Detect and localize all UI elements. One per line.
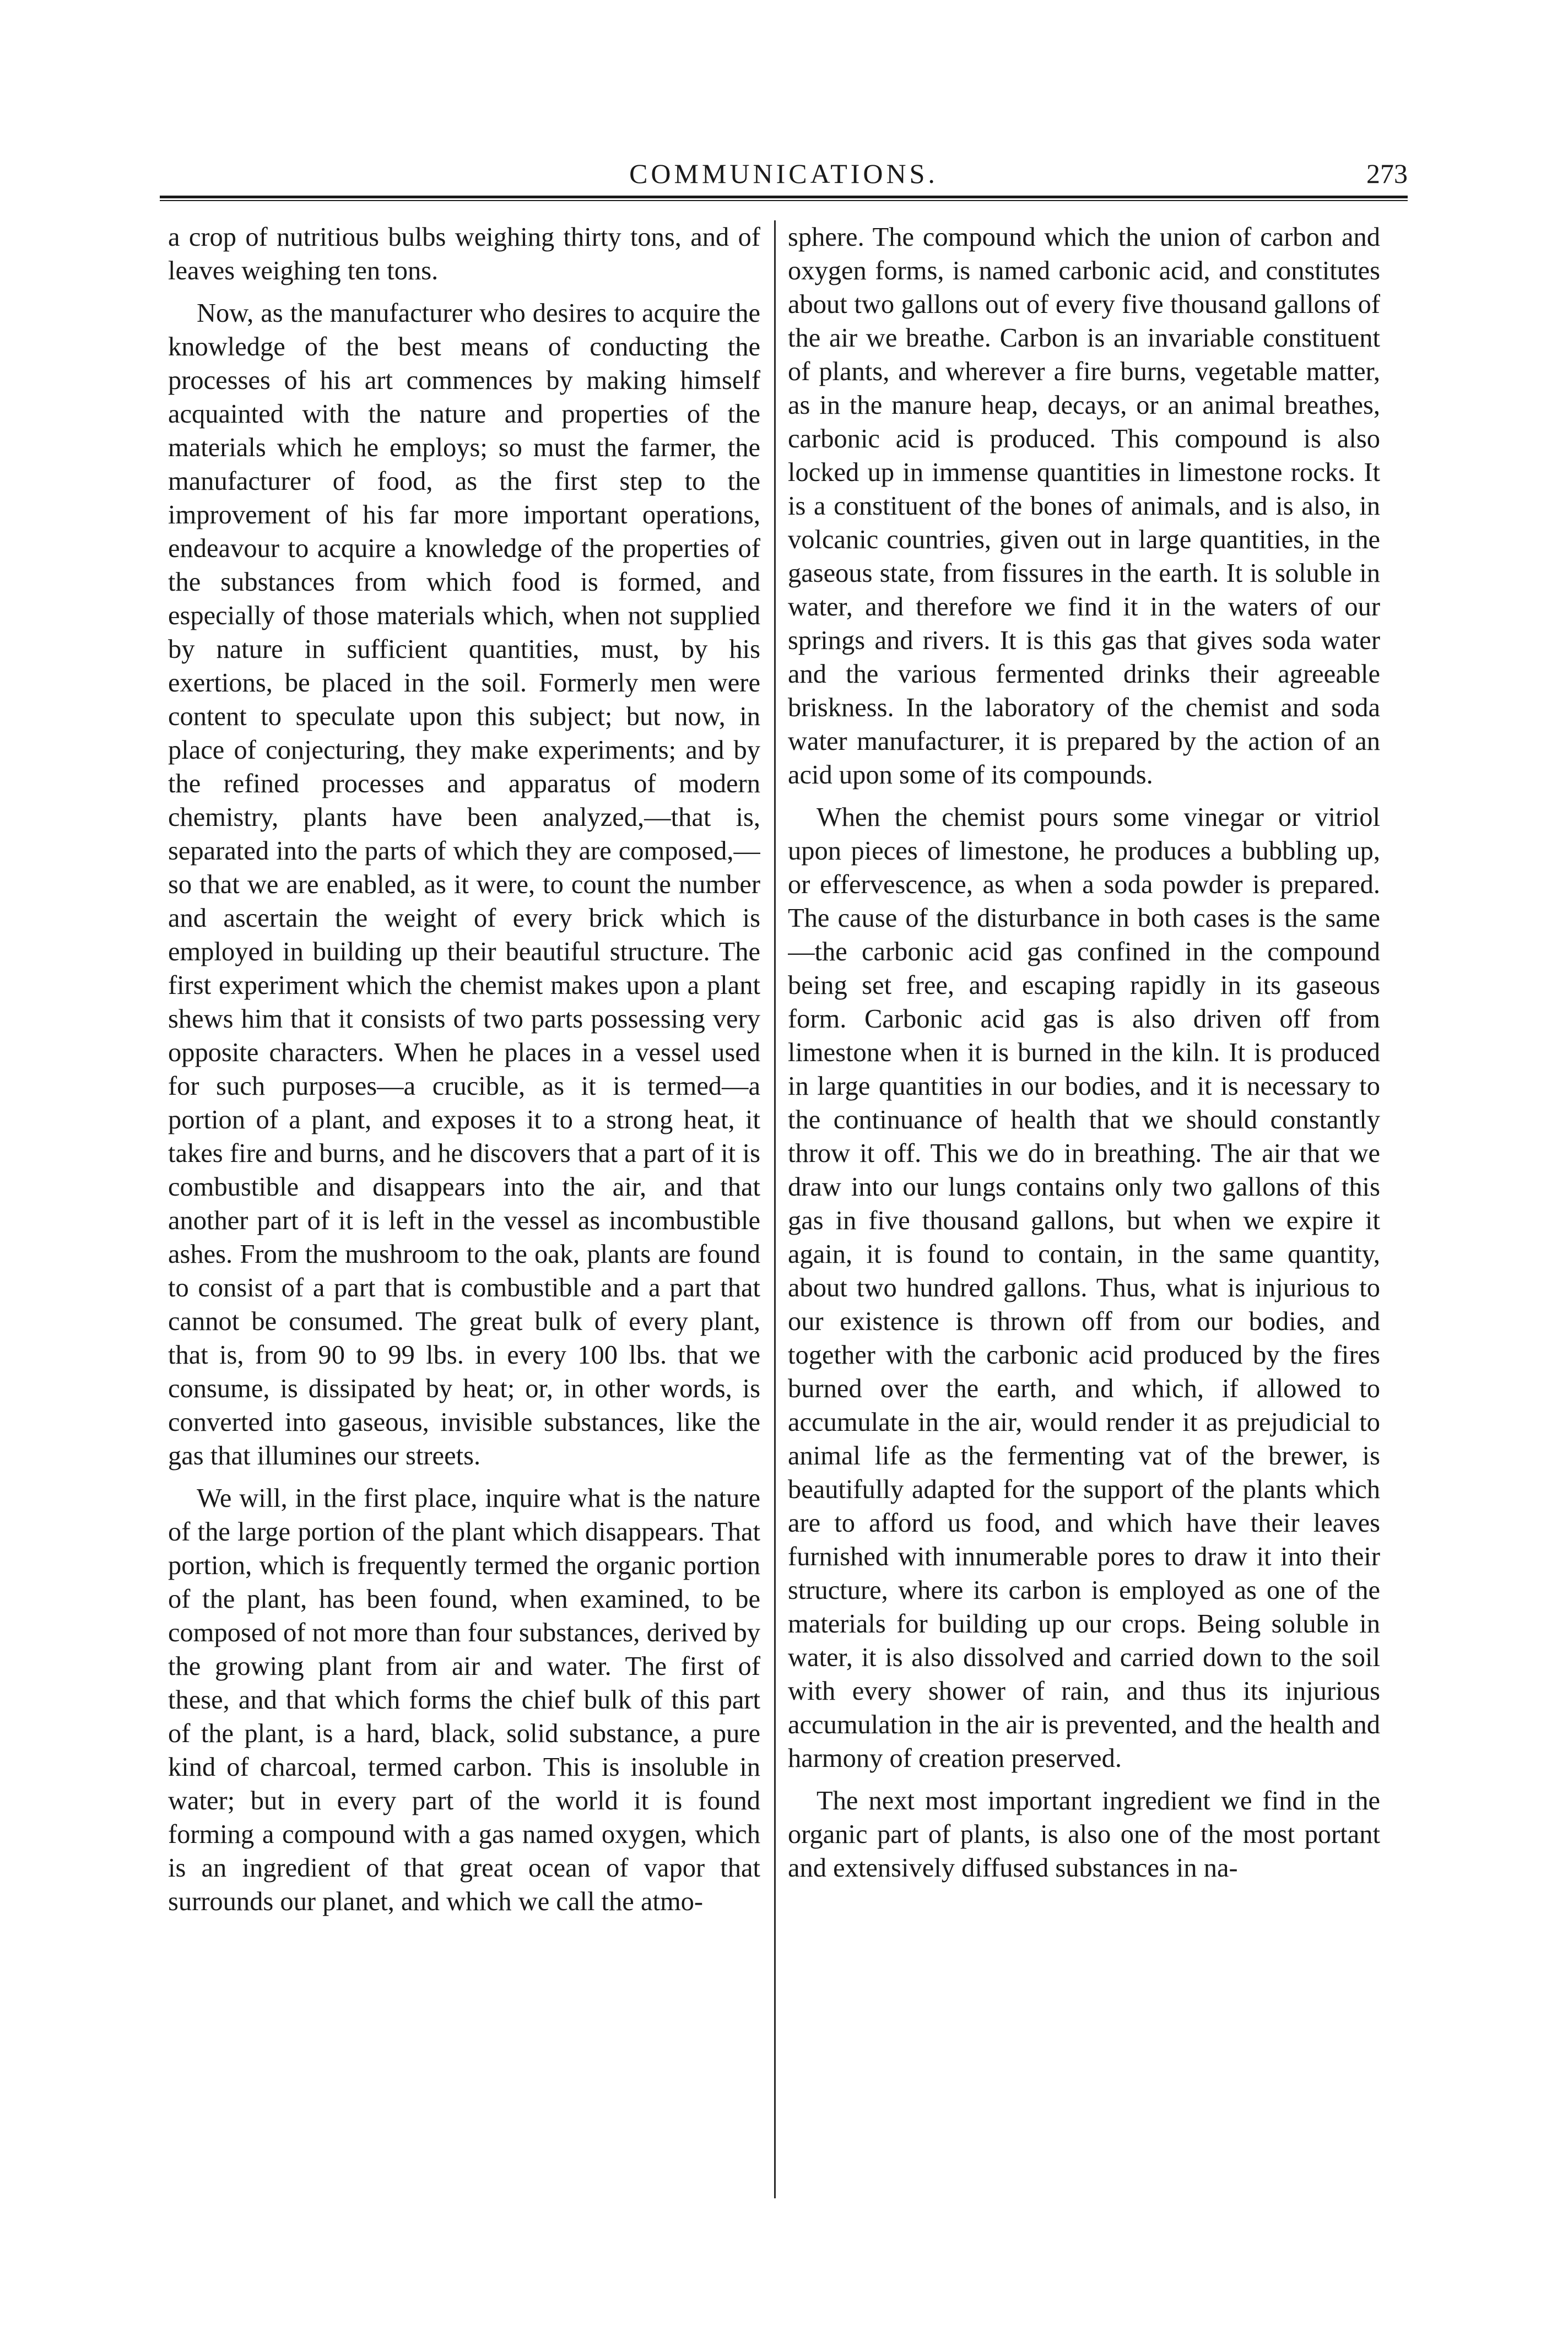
running-head — [160, 157, 1408, 201]
header-rule — [160, 196, 1408, 198]
page-number: 273 — [1366, 158, 1408, 189]
paragraph: Now, as the manufacturer who desires to acquire the knowledge of the best means of conducting the processes of his art commences by making himself acquainted with the nature and properties of the materials which he employs; so must the farmer, the manufacturer of food, as the first step to the improvement of his far more important operations, endeavour to acquire a knowledge of the properties of the substances from which food is formed, and especially of those materials which, when not supplied by nature in sufficient quantities, must, by his exertions, be placed in the soil. Formerly men were content to speculate upon this subject; but now, in place of conjecturing, they make experiments; and by the refined processes and apparatus of modern chemistry, plants have been analyzed,—that is, separated into the parts of which they are composed,—so that we are enabled, as it were, to count the number and ascertain the weight of every brick which is employed in building up their beautiful structure. The first experiment which the chemist makes upon a plant shews him that it consists of two parts possessing very opposite characters. When he places in a vessel used for such purposes—a crucible, as it is termed—a portion of a plant, and exposes it to a strong heat, it takes fire and burns, and he discovers that a part of it is combustible and disappears into the air, and that another part of it is left in the vessel as incombustible ashes. From the mushroom to the oak, plants are found to consist of a part that is combustible and a part that cannot be consumed. The great bulk of every plant, that is, from 90 to 99 lbs. in every 100 lbs. that we consume, is dissipated by heat; or, in other words, is converted into gaseous, invisible substances, like the gas that illumines our streets. — [168, 299, 760, 1470]
header-rule-thin — [160, 200, 1408, 201]
paragraph: The next most important ingredient we find in the organic part of plants, is also one of the most portant and extensively diffused substances in na- — [788, 1786, 1380, 1883]
left-column — [168, 220, 760, 2215]
running-head-title: COMMUNICATIONS. — [629, 158, 938, 189]
paragraph: We will, in the first place, inquire what is the nature of the large portion of the plant which disappears. That portion, which is frequently termed the organic portion of the plant, has been found, when examined, to be composed of not more than four substances, derived by the growing plant from air and water. The first of these, and that which forms the chief bulk of this part of the plant, is a hard, black, solid substance, a pure kind of charcoal, termed carbon. This is insoluble in water; but in every part of the world it is found forming a compound with a gas named oxygen, which is an ingredient of that great ocean of vapor that surrounds our planet, and which we call the atmo- — [168, 1484, 760, 1916]
right-column — [788, 220, 1380, 2215]
column-divider — [774, 220, 776, 2198]
paragraph: a crop of nutritious bulbs weighing thirty tons, and of leaves weighing ten tons. — [168, 223, 760, 285]
paragraph: When the chemist pours some vinegar or vitriol upon pieces of limestone, he produces a bubbling up, or effervescence, as when a soda powder is prepared. The cause of the disturbance in both cases is the same—the carbonic acid gas confined in the compound being set free, and escaping rapidly in its gaseous form. Carbonic acid gas is also driven off from limestone when it is burned in the kiln. It is produced in large quantities in our bodies, and it is necessary to the continuance of health that we should constantly throw it off. This we do in breathing. The air that we draw into our lungs contains only two gallons of this gas in five thousand gallons, but when we expire it again, it is found to contain, in the same quantity, about two hundred gallons. Thus, what is injurious to our existence is thrown off from our bodies, and together with the carbonic acid produced by the fires burned over the earth, and which, if allowed to accumulate in the air, would render it as prejudicial to animal life as the fermenting vat of the brewer, is beautifully adapted for the support of the plants which are to afford us food, and which have their leaves furnished with innumerable pores to draw it into their structure, where its carbon is employed as one of the materials for building up our crops. Being soluble in water, it is also dissolved and carried down to the soil with every shower of rain, and thus its injurious accumulation in the air is prevented, and the health and harmony of creation preserved. — [788, 803, 1380, 1773]
paragraph: sphere. The compound which the union of carbon and oxygen forms, is named carbonic acid, and constitutes about two gallons out of every five thousand gallons of the air we breathe. Carbon is an invariable constituent of plants, and wherever a fire burns, vegetable matter, as in the manure heap, decays, or an animal breathes, carbonic acid is produced. This compound is also locked up in immense quantities in limestone rocks. It is a constituent of the bones of animals, and is also, in volcanic countries, given out in large quantities, in the gaseous state, from fissures in the earth. It is soluble in water, and therefore we find it in the waters of our springs and rivers. It is this gas that gives soda water and the various fermented drinks their agreeable briskness. In the laboratory of the chemist and soda water manufacturer, it is prepared by the action of an acid upon some of its compounds. — [788, 223, 1380, 790]
